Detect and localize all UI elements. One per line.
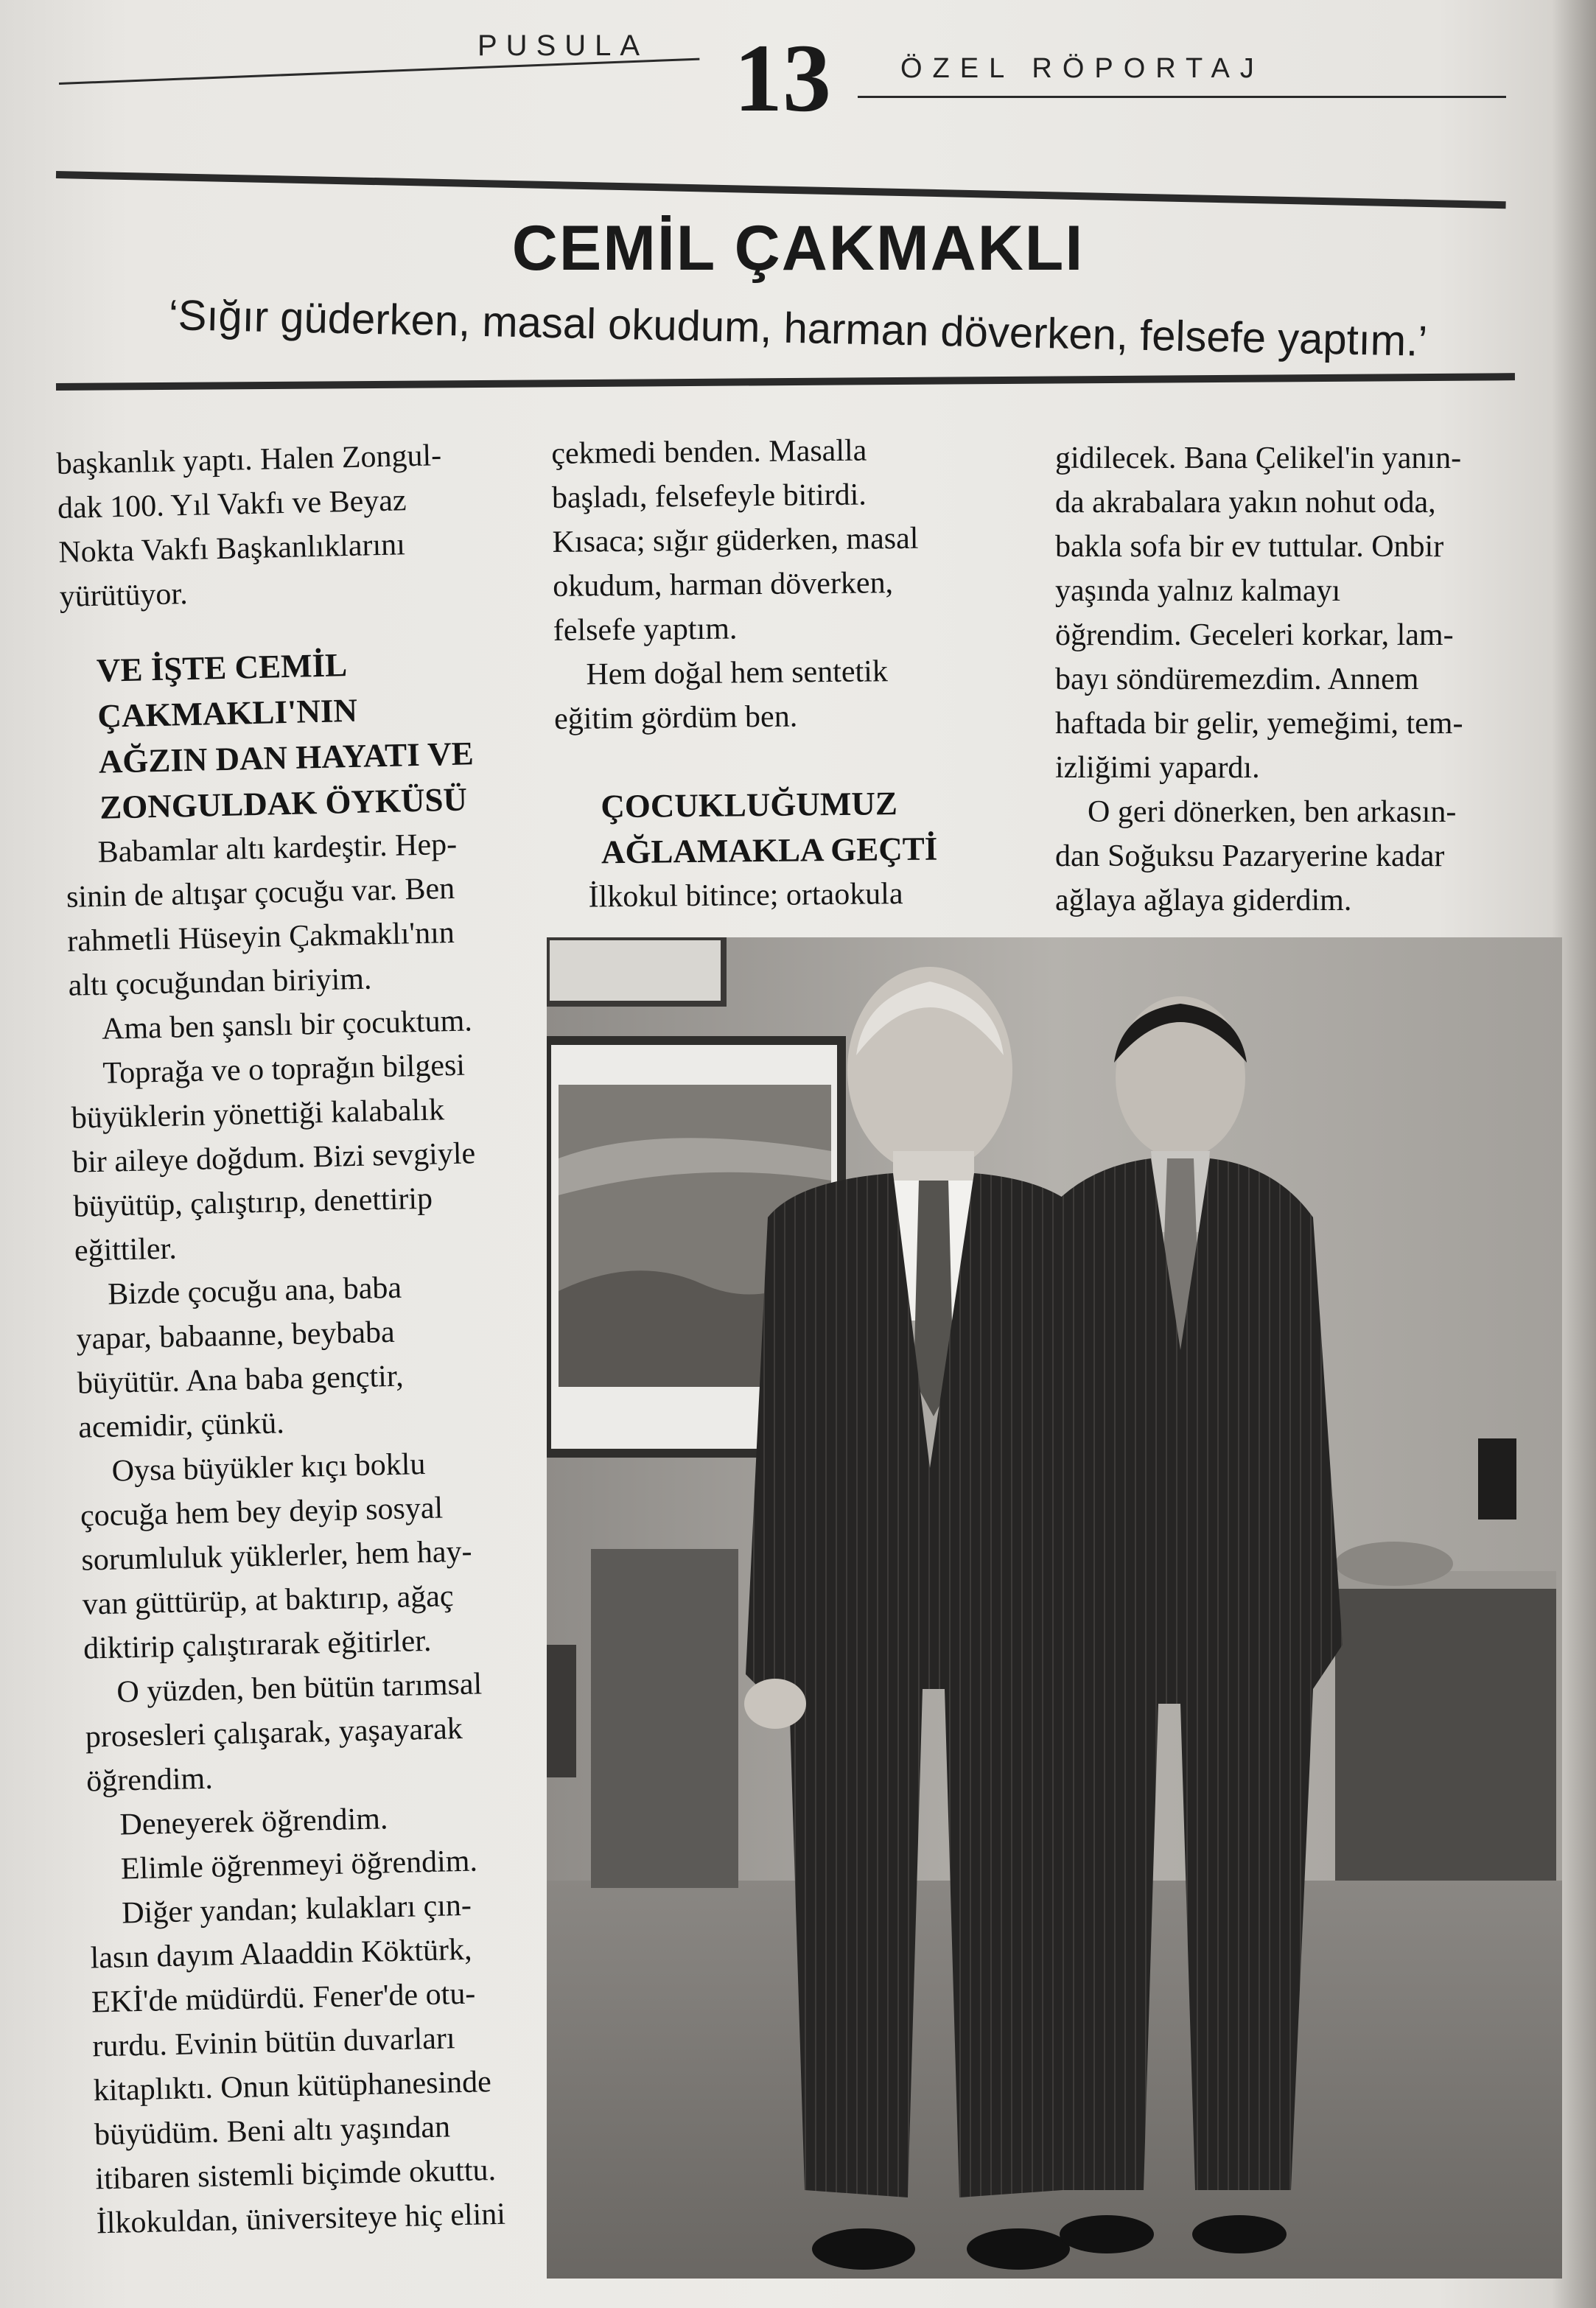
heading-line: ZONGULDAK ÖYKÜSÜ [99,780,468,826]
col1-line: Deneyerek öğrendim. [119,1802,388,1842]
col1-line: Bizde çocuğu ana, baba [107,1270,402,1312]
col3-line: dan Soğuksu Pazaryerine kadar [1055,839,1445,873]
col1-line: Ama ben şanslı bir çocuktum. [101,1004,473,1046]
col1-line: prosesleri çalışarak, yaşayarak [85,1711,463,1755]
col2-line: İlkokul bitince; ortaokula [588,877,903,915]
article-subtitle: ‘Sığır güderken, masal okudum, harman döverken, felsefe yaptım.’ [168,291,1428,366]
header-rule-left [59,58,699,85]
col1-intro-line: yürütüyor. [59,577,189,614]
col1-line: büyüklerin yönettiği kalabalık [71,1093,445,1136]
heading-line: VE İŞTE CEMİL [96,646,348,689]
col1-line: lasın dayım Alaaddin Köktürk, [90,1932,473,1976]
col1-line: altı çocuğundan biriyim. [68,962,372,1003]
col1-line: eğittiler. [74,1231,178,1268]
col1-line: rahmetli Hüseyin Çakmaklı'nın [66,915,455,959]
col2-line: başladı, felsefeyle bitirdi. [551,478,867,515]
heading-line: AĞZIN DAN HAYATI VE [98,735,475,780]
col1-line: büyütür. Ana baba gençtir, [77,1359,405,1401]
col3-line: da akrabalara yakın nohut oda, [1055,486,1436,520]
col1-line: bir aileye doğdum. Bizi sevgiyle [71,1136,476,1180]
col1-line: yapar, babaanne, beybaba [76,1315,396,1357]
col2-line: çekmedi benden. Masalla [551,433,867,471]
article-photo [547,937,1562,2279]
page-number: 13 [734,24,831,132]
col1-intro-line: başkanlık yaptı. Halen Zongul- [56,438,442,481]
col3-line: gidilecek. Bana Çelikel'in yanın- [1055,441,1462,475]
col1-line: büyütüp, çalıştırıp, denettirip [73,1181,433,1224]
col3-line: haftada bir gelir, yemeğimi, tem- [1055,707,1463,741]
col1-line: Elimle öğrenmeyi öğrendim. [120,1844,478,1886]
col1-line: rurdu. Evinin bütün duvarları [91,2021,456,2064]
col1-line: İlkokuldan, üniversiteye hiç elini [96,2197,506,2241]
col3-line: O geri dönerken, ben arkasın- [1088,795,1457,829]
title-rule-top [56,171,1506,209]
col1-line: acemidir, çünkü. [77,1406,285,1445]
col3-line: bayı söndüremezdim. Annem [1055,662,1419,696]
article-column-1 [56,431,568,2245]
col1-line: EKİ'de müdürdü. Fener'de otu- [91,1976,476,2020]
title-rule-bottom [56,373,1515,391]
col3-line: izliğimi yapardı. [1055,751,1260,785]
col2-line: Hem doğal hem sentetik [586,654,889,692]
col3-line: öğrendim. Geceleri korkar, lam- [1055,618,1454,652]
col2-section-heading [601,779,1042,875]
col1-line: Toprağa ve o toprağın bilgesi [102,1048,466,1091]
article-title: CEMİL ÇAKMAKLI [511,213,1085,284]
article-column-3 [1055,436,1527,923]
col1-line: büyüdüm. Beni altı yaşından [94,2110,451,2153]
col1-line: van güttürüp, at baktırıp, ağaç [82,1579,455,1622]
col2-line: Kısaca; sığır güderken, masal [552,521,919,559]
col3-line: yaşında yalnız kalmayı [1055,574,1341,608]
col1-line: O yüzden, ben bütün tarımsal [116,1667,483,1710]
section-label-left: PUSULA [477,29,649,62]
col1-line: öğrendim. [85,1761,214,1799]
col1-line: kitaplıktı. Onun kütüphanesinde [93,2065,492,2108]
col1-line: Oysa büyükler kıçı boklu [111,1447,426,1489]
col3-line: bakla sofa bir ev tuttular. Onbir [1055,530,1444,564]
col1-line: diktirip çalıştırarak eğitirler. [83,1623,432,1666]
article-column-2 [551,427,1043,920]
col1-line: itibaren sistemli biçimde okuttu. [94,2153,497,2197]
col1-line: Diğer yandan; kulakları çın- [121,1888,472,1931]
col1-line: sorumluluk yüklerler, hem hay- [80,1534,473,1578]
col2-line: eğitim gördüm ben. [553,699,798,736]
col1-line: çocuğa hem bey deyip sosyal [80,1491,444,1534]
col1-intro-line: Nokta Vakfı Başkanlıklarını [57,528,406,570]
col1-section-heading [96,637,536,830]
section-label-right: ÖZEL RÖPORTAJ [900,53,1264,84]
heading-line: ÇAKMAKLI'NIN [97,691,358,735]
col1-intro-line: dak 100. Yıl Vakfı ve Beyaz [57,483,407,525]
photo-illustration [547,937,1562,2279]
heading-line: AĞLAMAKLA GEÇTİ [601,830,938,871]
col2-line: okudum, harman döverken, [552,566,894,604]
heading-line: ÇOCUKLUĞUMUZ [601,785,898,825]
col1-line: Babamlar altı kardeştir. Hep- [97,827,458,870]
col1-line: sinin de altışar çocuğu var. Ben [66,871,455,915]
col2-line: felsefe yaptım. [553,612,738,648]
header-rule-right [858,96,1506,98]
col3-line: ağlaya ağlaya giderdim. [1055,884,1352,917]
